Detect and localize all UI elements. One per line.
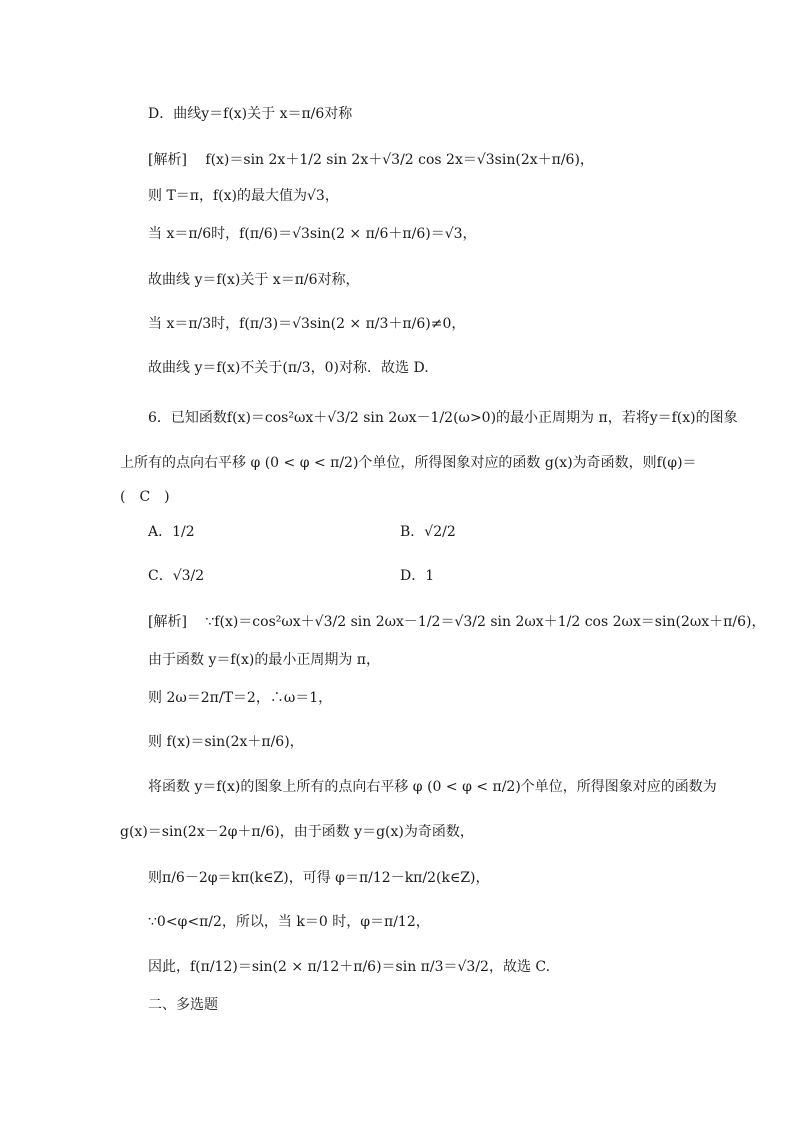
solution-2-line-8: ∵0<φ<π/2，所以，当 k＝0 时，φ＝π/12，: [148, 914, 430, 930]
solution-line-6: 故曲线 y＝f(x)不关于(π/3，0)对称．故选 D.: [148, 360, 429, 376]
option-b: B．√2/2: [400, 524, 456, 540]
question-6-line-1: 6．已知函数f(x)＝cos²ωx＋√3/2 sin 2ωx－1/2(ω>0)的最小正周期为 π，若将y＝f(x)的图象: [148, 410, 738, 426]
solution-tag: [解析]: [148, 152, 187, 168]
solution-2-line-4: 则 f(x)＝sin(2x＋π/6)，: [148, 734, 304, 750]
solution-2-line-9: 因此，f(π/12)＝sin(2 × π/12＋π/6)＝sin π/3＝√3/2，故选 C.: [148, 959, 551, 975]
solution-2-line-5: 将函数 y＝f(x)的图象上所有的点向右平移 φ (0 < φ < π/2)个单位，所得图象对应的函数为: [148, 779, 717, 795]
solution-line-2: 则 T＝π，f(x)的最大值为√3，: [148, 188, 339, 204]
option-d-text: D．曲线y＝f(x)关于 x＝π/6对称: [148, 106, 353, 122]
answer-choice-line: ( C ): [120, 489, 170, 505]
solution-line-5: 当 x＝π/3时，f(π/3)＝√3sin(2 × π/3＋π/6)≠0，: [148, 316, 466, 332]
solution-2-line-3: 则 2ω＝2π/T＝2，∴ω＝1，: [148, 690, 333, 706]
solution-2-line-2: 由于函数 y＝f(x)的最小正周期为 π，: [148, 652, 381, 668]
option-d: D．1: [400, 568, 435, 584]
solution-line-1: [解析] f(x)＝sin 2x＋1/2 sin 2x＋√3/2 cos 2x＝√3sin(2x＋π/6)，: [148, 152, 594, 168]
option-a: A．1/2: [148, 524, 195, 540]
option-c: C．√3/2: [148, 568, 205, 584]
solution-2-line-1: [解析] ∵f(x)＝cos²ωx＋√3/2 sin 2ωx－1/2＝√3/2 sin 2ωx＋1/2 cos 2ωx＝sin(2ωx＋π/6)，: [148, 614, 766, 630]
solution-2-line-7: 则π/6－2φ＝kπ(k∈Z)，可得 φ＝π/12－kπ/2(k∈Z)，: [148, 870, 490, 886]
solution-2-line-6: g(x)＝sin(2x－2φ＋π/6)，由于函数 y＝g(x)为奇函数，: [120, 824, 474, 840]
question-6-line-2: 上所有的点向右平移 φ (0 < φ < π/2)个单位，所得图象对应的函数 g(x)为奇函数，则f(φ)＝: [120, 455, 697, 471]
section-heading-multi-choice: 二、多选题: [148, 997, 218, 1013]
solution-line-4: 故曲线 y＝f(x)关于 x＝π/6对称，: [148, 272, 360, 288]
solution-line-3: 当 x＝π/6时，f(π/6)＝√3sin(2 × π/6＋π/6)＝√3，: [148, 226, 477, 242]
solution-tag: [解析]: [148, 614, 187, 630]
